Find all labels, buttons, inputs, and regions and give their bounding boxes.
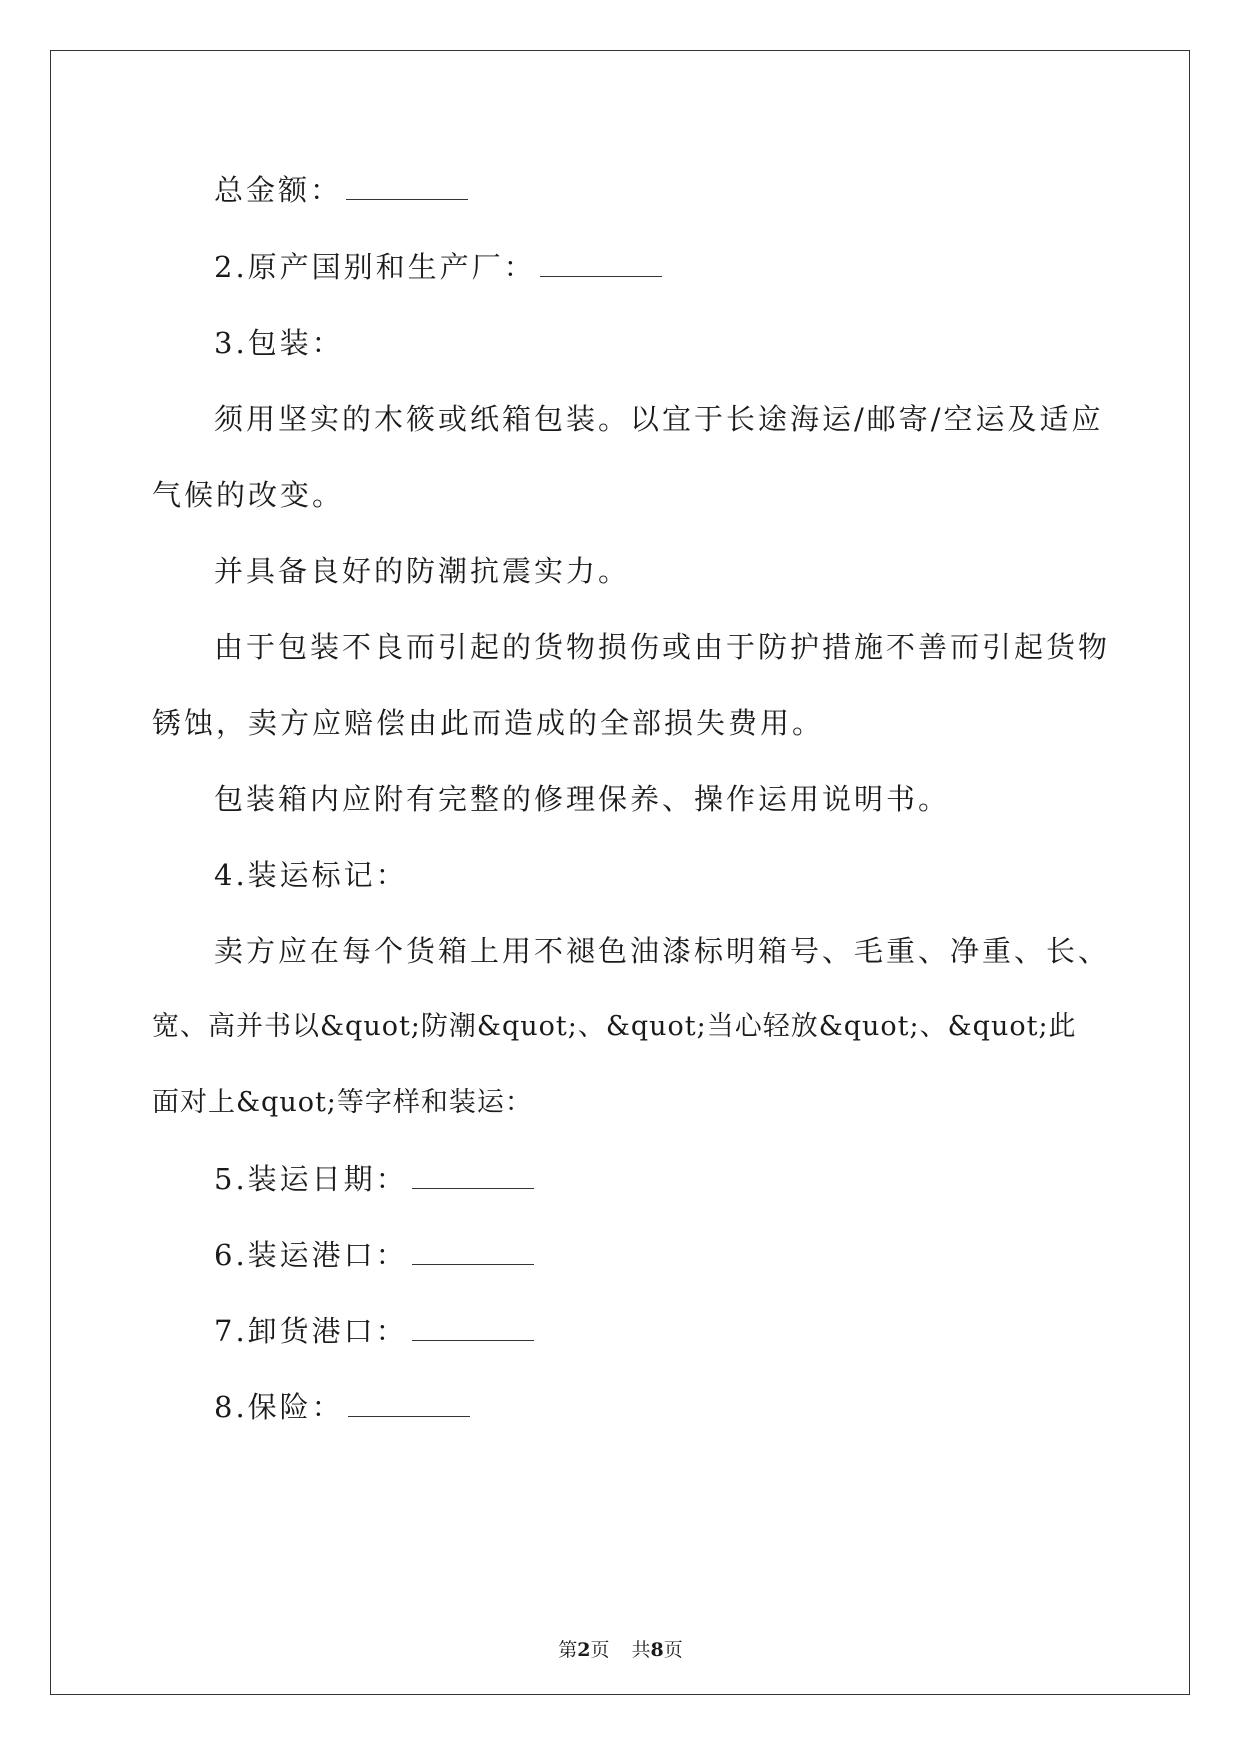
page-footer <box>0 1637 1241 1663</box>
line-marks-heading <box>214 855 408 895</box>
line-marks-3 <box>152 1083 533 1123</box>
line-packing-2 <box>152 475 344 515</box>
footer-prefix: 第 <box>558 1639 578 1661</box>
page-number: 2 <box>577 1639 591 1661</box>
line-text: 2.原产国别和生产厂： <box>214 250 536 284</box>
footer-total-suffix: 页 <box>663 1639 683 1661</box>
line-packing-3 <box>214 551 630 591</box>
fill-blank <box>540 256 662 277</box>
line-ship-port <box>214 1235 534 1275</box>
line-text: 5.装运日期： <box>214 1162 408 1196</box>
line-packing-1 <box>214 399 1104 439</box>
total-pages: 8 <box>650 1639 664 1661</box>
line-marks-1 <box>214 931 1110 971</box>
line-text: 6.装运港口： <box>214 1238 408 1272</box>
line-ship-date <box>214 1159 534 1199</box>
line-text: 4.装运标记： <box>214 858 408 892</box>
line-packing-6 <box>214 779 950 819</box>
fill-blank <box>412 1320 534 1341</box>
line-text: 气候的改变。 <box>152 478 345 512</box>
line-text: 面对上&quot;等字样和装运： <box>152 1087 533 1118</box>
line-insurance <box>214 1387 470 1427</box>
line-packing-4 <box>214 627 1110 667</box>
line-text: 锈蚀，卖方应赔偿由此而造成的全部损失费用。 <box>152 706 825 740</box>
line-text: 并具备良好的防潮抗震实力。 <box>214 554 631 588</box>
line-text: 3.包装： <box>214 326 344 360</box>
line-packing-5 <box>152 703 824 743</box>
line-text: 总金额： <box>214 173 343 207</box>
line-text: 卖方应在每个货箱上用不褪色油漆标明箱号、毛重、净重、长、 <box>214 934 1111 968</box>
fill-blank <box>412 1244 534 1265</box>
line-text: 8.保险： <box>214 1390 344 1424</box>
line-text: 须用坚实的木筱或纸箱包装。以宜于长途海运/邮寄/空运及适应 <box>214 402 1104 436</box>
footer-page-suffix: 页 <box>590 1639 610 1661</box>
fill-blank <box>348 1396 470 1417</box>
footer-total-prefix: 共 <box>631 1639 651 1661</box>
line-total-amount <box>214 170 468 210</box>
fill-blank <box>412 1168 534 1189</box>
line-packing-heading <box>214 323 344 363</box>
line-text: 7.卸货港口： <box>214 1314 408 1348</box>
line-origin <box>214 247 662 287</box>
line-text: 宽、高并书以&quot;防潮&quot;、&quot;当心轻放&quot;、&quot;此 <box>152 1011 1077 1042</box>
line-marks-2 <box>152 1007 1077 1047</box>
line-unload-port <box>214 1311 534 1351</box>
line-text: 包装箱内应附有完整的修理保养、操作运用说明书。 <box>214 782 951 816</box>
fill-blank <box>346 179 468 200</box>
line-text: 由于包装不良而引起的货物损伤或由于防护措施不善而引起货物 <box>214 630 1111 664</box>
